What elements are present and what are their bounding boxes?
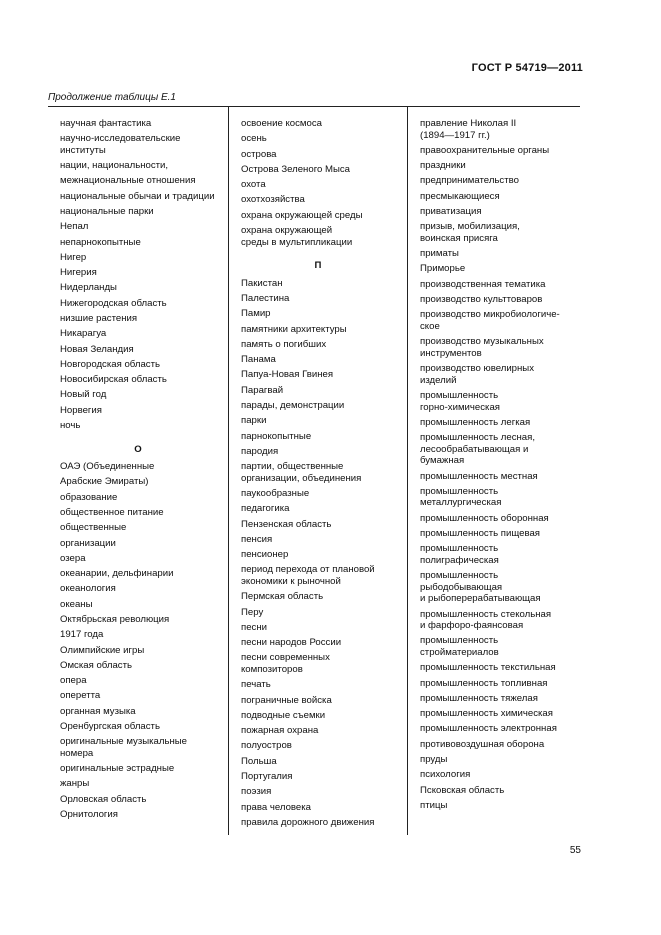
- table-entry: птицы: [420, 799, 448, 811]
- table-entry: Памир: [241, 308, 271, 320]
- table-entry: Новая Зеландия: [60, 343, 134, 355]
- table-entry: Пакистан: [241, 277, 283, 289]
- table-entry: песни: [241, 621, 267, 633]
- table-entry: общественное питание: [60, 506, 164, 518]
- table-entry: пресмыкающиеся: [420, 190, 500, 202]
- table-entry: промышленность тяжелая: [420, 692, 538, 704]
- table-entry: Папуа-Новая Гвинея: [241, 369, 334, 381]
- table-entry: Орловская область: [60, 793, 147, 805]
- table-entry: песни современных композиторов: [241, 652, 330, 675]
- table-entry: промышленность электронная: [420, 723, 557, 735]
- table-entry: Палестина: [241, 293, 290, 305]
- table-entry: научная фантастика: [60, 118, 152, 129]
- table-entry: осень: [241, 133, 267, 145]
- table-entry: межнациональные отношения: [60, 175, 196, 187]
- table-entry: национальные парки: [60, 206, 154, 217]
- table-entry: правоохранительные органы: [420, 144, 550, 156]
- table-entry: пародия: [241, 445, 279, 457]
- table-entry: научно-исследовательские институты: [60, 133, 181, 156]
- table-entry: поэзия: [241, 786, 272, 798]
- table-entry: период перехода от плановой экономики к рыночной: [241, 564, 375, 587]
- table-entry: промышленность пищевая: [420, 527, 540, 539]
- table-entry: Перу: [241, 606, 264, 618]
- table-entry: образование: [60, 491, 118, 503]
- table-entry: пограничные войска: [241, 694, 332, 706]
- table-entry: приматы: [420, 248, 459, 260]
- table-entry: Панама: [241, 354, 276, 366]
- table-entry: охота: [241, 179, 266, 191]
- table-entry: производство музыкальных инструментов: [420, 336, 544, 359]
- table-entry: оригинальные музыкальные номера: [60, 736, 187, 759]
- table-entry: производственная тематика: [420, 278, 546, 290]
- table-entry: промышленность химическая: [420, 708, 553, 720]
- section-letter: П: [314, 260, 322, 272]
- table-entry: пенсионер: [241, 549, 289, 561]
- table-entry: пожарная охрана: [241, 725, 319, 737]
- table-entry: промышленность стекольная и фарфоро-фаянсовая: [420, 608, 552, 632]
- table-entry: праздники: [420, 160, 466, 172]
- table-entry: Орнитология: [60, 808, 118, 820]
- table-entry: Норвегия: [60, 404, 102, 416]
- table-entry: Парагвай: [241, 384, 284, 396]
- table-entry: жанры: [60, 778, 90, 790]
- section-letter: О: [134, 443, 142, 455]
- table-entry: Новый год: [60, 389, 107, 401]
- table-entry: парки: [241, 415, 267, 427]
- table-entry: парнокопытные: [241, 430, 312, 442]
- table-entry: океанология: [60, 583, 116, 595]
- table-entry: полуостров: [241, 740, 292, 752]
- table-entry: Пензенская область: [241, 518, 332, 530]
- table-entry: пенсия: [241, 533, 273, 545]
- table-entry: подводные съемки: [241, 709, 326, 721]
- table-entry: Псковская область: [420, 784, 505, 796]
- table-entry: пруды: [420, 754, 448, 766]
- table-entry: памятники архитектуры: [241, 323, 347, 335]
- table-entry: организации: [60, 537, 116, 549]
- document-id-header: ГОСТ Р 54719—2011: [471, 62, 583, 74]
- table-entry: промышленность топливная: [420, 677, 548, 689]
- table-entry: приватизация: [420, 206, 482, 217]
- table-entry: партии, общественные организации, объединения: [241, 461, 362, 484]
- table-entry: озера: [60, 552, 86, 564]
- table-entry: национальные обычаи и традиции: [60, 190, 215, 202]
- table-entry: педагогика: [241, 503, 290, 515]
- table-entry: острова: [241, 148, 277, 160]
- table-entry: производство ювелирных изделий: [420, 363, 535, 386]
- table-entry: океанарии, дельфинарии: [60, 568, 174, 580]
- table-entry: промышленность текстильная: [420, 662, 556, 674]
- table-entry: промышленность лесная, лесообрабатывающая и бумажная: [420, 432, 535, 467]
- table-entry: права человека: [241, 801, 311, 813]
- table-entry: психология: [420, 769, 471, 781]
- table-entry: Пермская область: [241, 591, 324, 603]
- table-entry: призыв, мобилизация, воинская присяга: [420, 221, 520, 244]
- table-entry: 1917 года: [60, 629, 104, 641]
- table-entry: охотхозяйства: [241, 194, 305, 206]
- page-number: 55: [569, 845, 581, 856]
- table-entry: общественные: [60, 522, 127, 534]
- table-entry: Олимпийские игры: [60, 644, 145, 656]
- table-entry: Нигер: [60, 251, 87, 263]
- table-entry: промышленность местная: [420, 470, 538, 482]
- table-entry: промышленность горно-химическая: [420, 389, 500, 413]
- table-entry: парады, демонстрации: [241, 400, 345, 411]
- table-column-1: [48, 107, 228, 835]
- table-entry: Польша: [241, 755, 277, 767]
- table-entry: промышленность стройматериалов: [420, 635, 499, 659]
- table-entry: песни народов России: [241, 637, 342, 649]
- table-entry: освоение космоса: [241, 118, 322, 129]
- table-entry: охрана окружающей среды в мультипликации: [241, 224, 353, 248]
- table-entry: органная музыка: [60, 705, 136, 717]
- table-entry: Острова Зеленого Мыса: [241, 163, 351, 175]
- table-entry: противовоздушная оборона: [420, 738, 545, 750]
- table-entry: промышленность металлургическая: [420, 485, 502, 509]
- table-entry: Нижегородская область: [60, 297, 167, 309]
- table-entry: производство культтоваров: [420, 294, 543, 305]
- table-entry: ОАЭ (Объединенные: [60, 461, 155, 473]
- index-table: [48, 106, 580, 835]
- table-entry: память о погибших: [241, 338, 327, 350]
- table-entry: промышленность легкая: [420, 416, 531, 428]
- table-caption: Продолжение таблицы Е.1: [48, 92, 176, 103]
- table-entry: Новгородская область: [60, 358, 160, 370]
- table-entry: оперетта: [60, 690, 101, 702]
- table-entry: Непал: [60, 221, 89, 233]
- table-entry: непарнокопытные: [60, 236, 141, 248]
- table-entry: Оренбургская область: [60, 720, 160, 732]
- table-entry: Никарагуа: [60, 328, 107, 340]
- table-entry: низшие растения: [60, 312, 138, 324]
- table-entry: Арабские Эмираты): [60, 476, 149, 488]
- table-entry: правила дорожного движения: [241, 816, 375, 828]
- table-entry: ночь: [60, 419, 81, 431]
- table-entry: производство микробиологиче- ское: [420, 309, 560, 332]
- table-entry: Приморье: [420, 263, 466, 275]
- table-entry: оригинальные эстрадные: [60, 763, 175, 775]
- table-entry: печать: [241, 679, 271, 691]
- table-column-3: [408, 107, 580, 835]
- table-entry: паукообразные: [241, 488, 310, 499]
- table-entry: Октябрьская революция: [60, 613, 170, 625]
- table-entry: нации, национальности,: [60, 160, 169, 172]
- table-entry: океаны: [60, 598, 93, 610]
- table-entry: Омская область: [60, 659, 132, 671]
- table-entry: Нидерланды: [60, 282, 117, 294]
- table-entry: правление Николая II (1894—1917 гг.): [420, 118, 517, 141]
- table-entry: Нигерия: [60, 267, 97, 279]
- table-entry: промышленность оборонная: [420, 512, 549, 524]
- table-entry: промышленность полиграфическая: [420, 543, 499, 566]
- table-entry: промышленность рыбодобывающая и рыбоперерабатывающая: [420, 570, 541, 605]
- table-column-2: [228, 107, 408, 835]
- table-entry: охрана окружающей среды: [241, 209, 363, 221]
- table-entry: опера: [60, 675, 87, 687]
- table-entry: предпринимательство: [420, 175, 519, 187]
- table-entry: Новосибирская область: [60, 374, 167, 386]
- table-entry: Португалия: [241, 770, 293, 782]
